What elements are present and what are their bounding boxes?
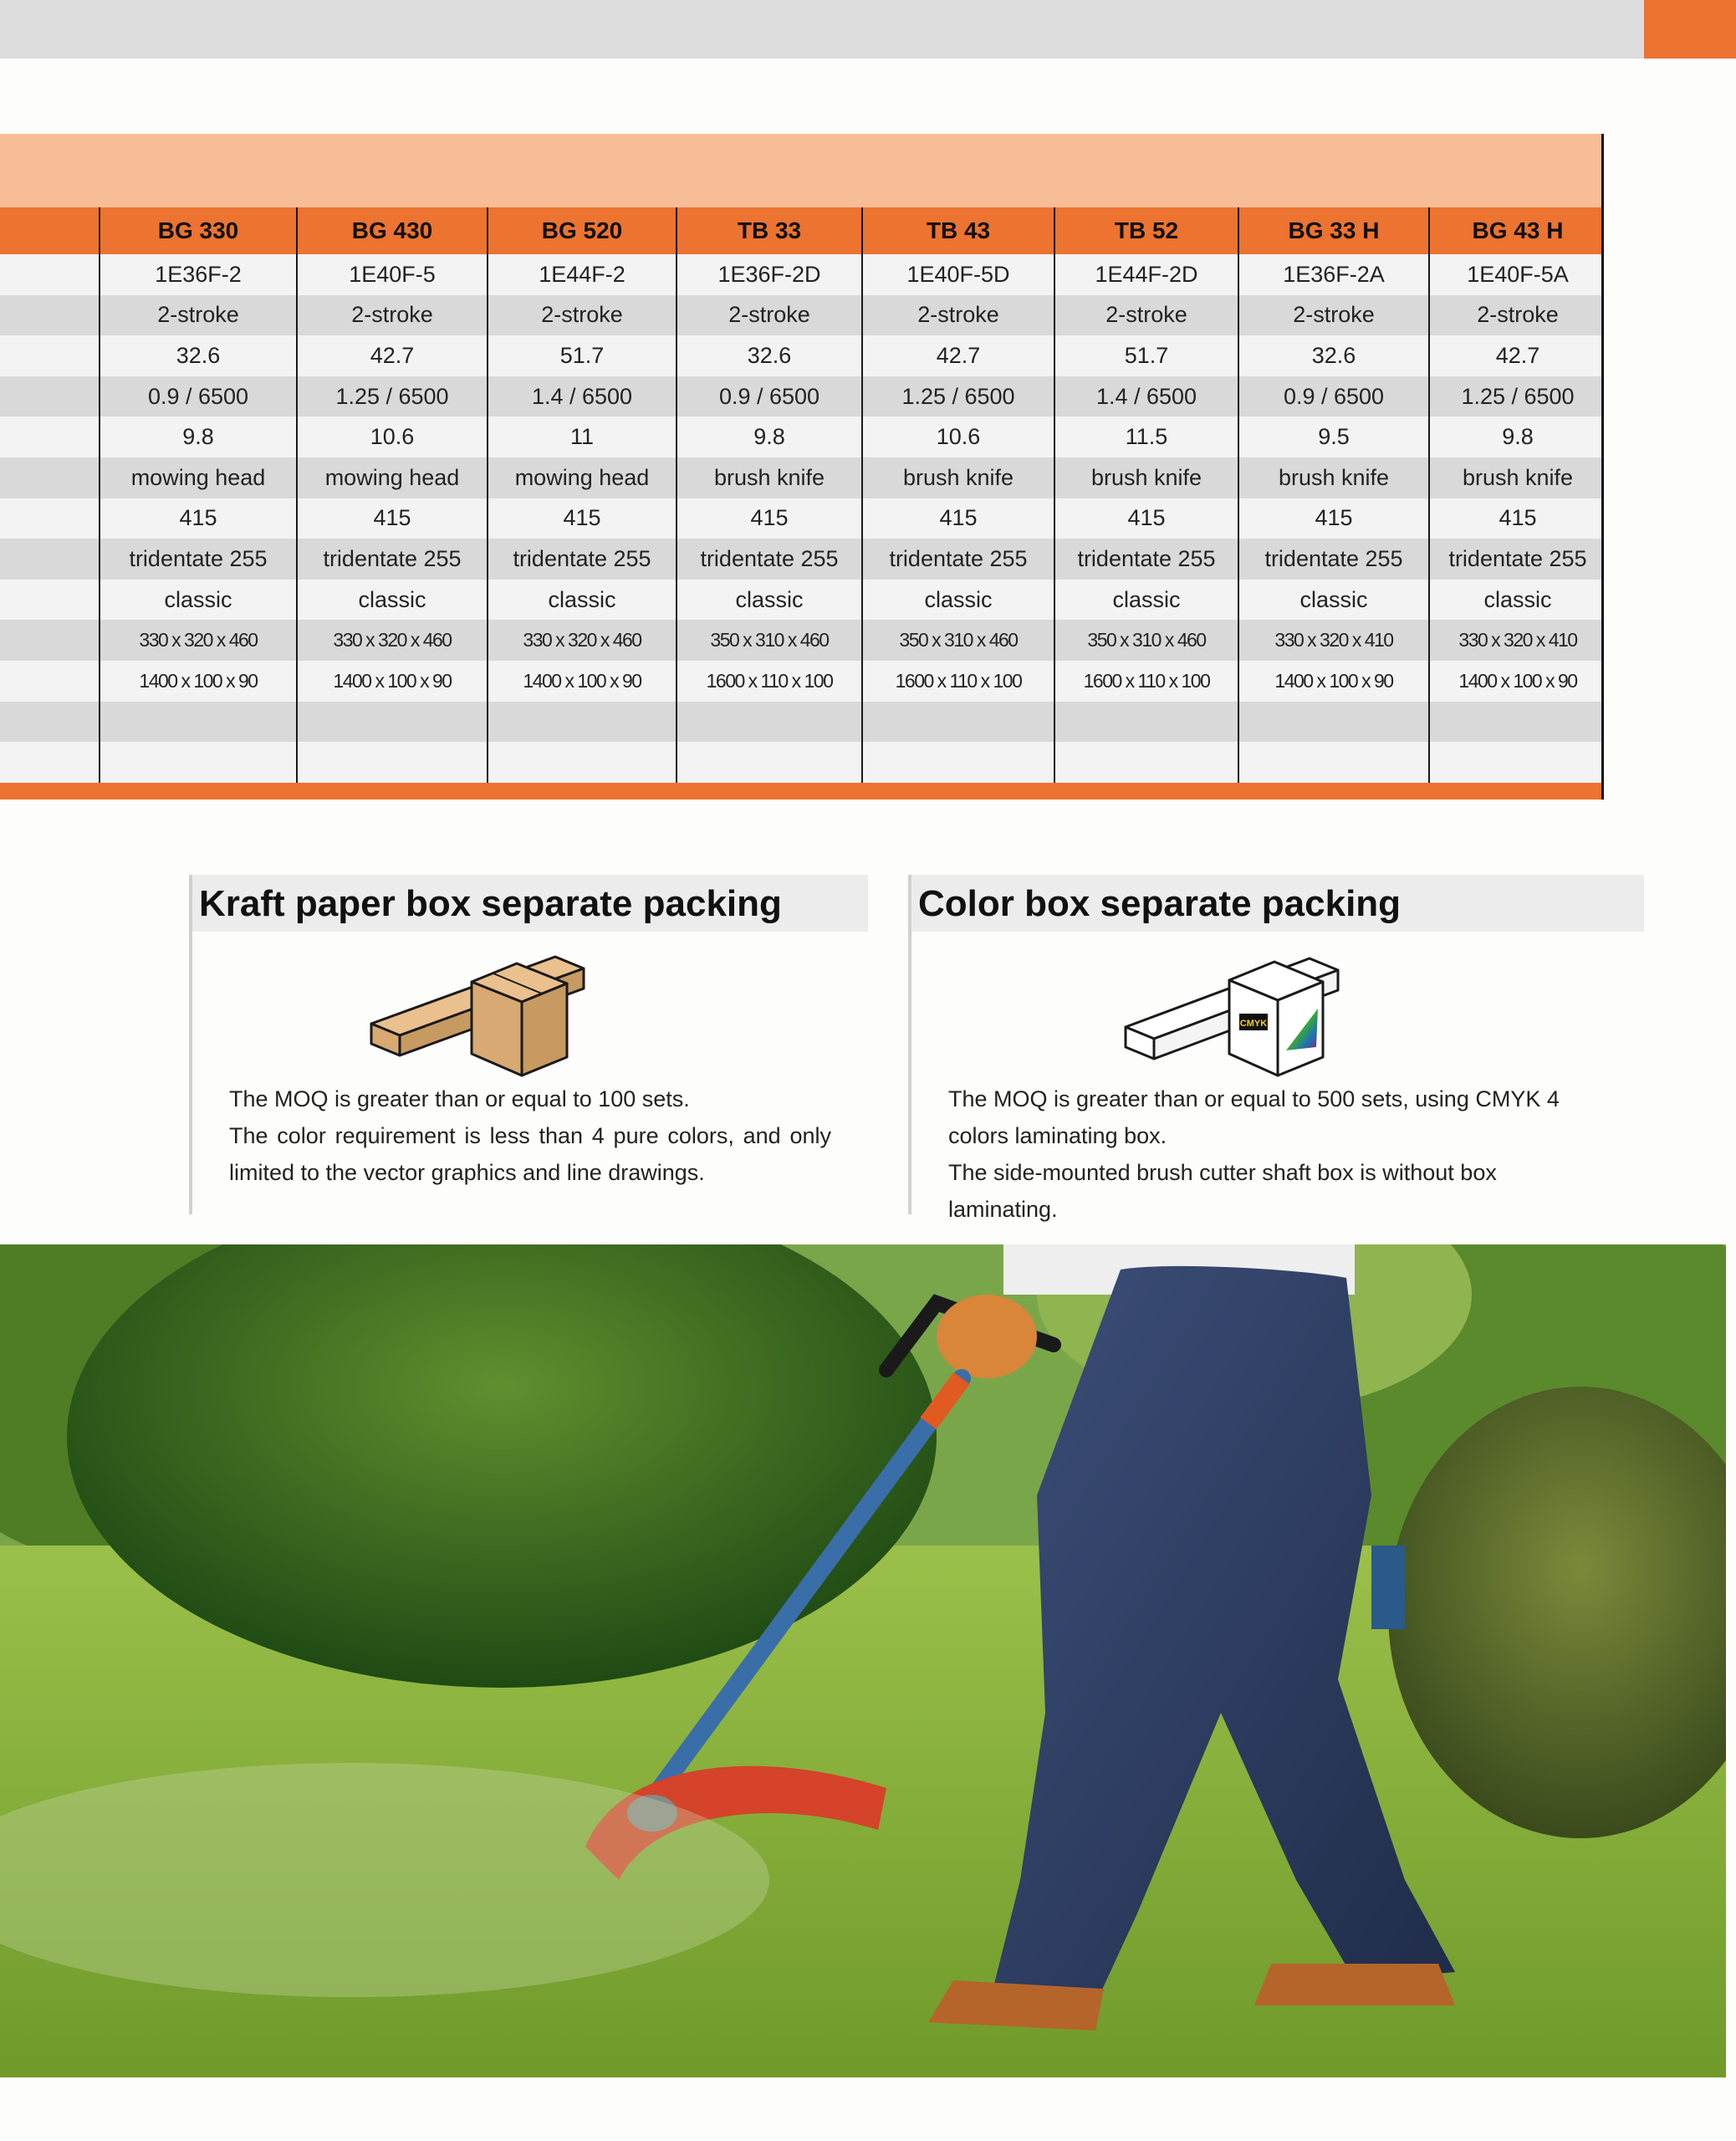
spec-cell: 1E40F-5 [296,254,487,295]
spec-cell: 1400 x 100 x 90 [296,661,487,702]
spec-cell: classic [487,580,676,621]
spec-cell: 1400 x 100 x 90 [487,661,676,702]
spec-cell: 330 x 320 x 410 [1238,620,1428,661]
spec-cell: tridentate 255 [1238,539,1428,580]
spec-cell [1428,742,1606,783]
model-header-cell: TB 43 [861,207,1054,254]
spec-cell: 415 [99,498,296,539]
spec-cell: 415 [861,498,1054,539]
spec-cell: 350 x 310 x 460 [676,620,861,661]
kraft-packing-section [189,875,868,1214]
spec-cell: 42.7 [1428,335,1606,376]
spec-cell: 32.6 [99,335,296,376]
color-packing-text [948,1081,1609,1228]
spec-cell [676,742,861,783]
spec-table-header-row [0,207,1601,254]
spec-cell: 1.25 / 6500 [861,376,1054,417]
model-header-cell: BG 43 H [1428,207,1606,254]
row-label-cell [0,207,99,254]
spec-cell: 2-stroke [99,295,296,336]
spec-cell: 1400 x 100 x 90 [1238,661,1428,702]
spec-cell: 32.6 [1238,335,1428,376]
photo-illustration [0,1244,1726,2077]
kraft-color-line: The color requirement is less than 4 pure colors, and only limited to the vector graphics and line drawings. [229,1123,831,1185]
spec-cell: 415 [1054,498,1238,539]
spec-cell [296,742,487,783]
spec-cell: brush knife [1238,457,1428,498]
spec-cell: 1E44F-2D [1054,254,1238,295]
color-packing-divider [908,875,911,1214]
model-header-cell: BG 520 [487,207,676,254]
spec-table-row [0,416,1601,457]
model-header-cell: TB 33 [676,207,861,254]
spec-table-title-band [0,134,1602,207]
spec-cell [99,702,296,743]
spec-cell: tridentate 255 [487,539,676,580]
spec-cell: 42.7 [861,335,1054,376]
header-band [0,0,1644,59]
spec-cell [99,742,296,783]
spec-cell: 330 x 320 x 410 [1428,620,1606,661]
spec-table-row [0,702,1601,743]
spec-cell: 9.8 [676,416,861,457]
spec-cell: 0.9 / 6500 [99,376,296,417]
spec-cell [487,742,676,783]
spec-table-row [0,376,1601,417]
kraft-packing-divider [189,875,192,1214]
spec-table-row [0,742,1601,783]
spec-cell: 350 x 310 x 460 [1054,620,1238,661]
model-header-cell: BG 33 H [1238,207,1428,254]
spec-cell: mowing head [296,457,487,498]
spec-cell: 11.5 [1054,416,1238,457]
spec-cell: tridentate 255 [99,539,296,580]
spec-cell: 9.8 [1428,416,1606,457]
spec-cell: 2-stroke [1054,295,1238,336]
spec-cell: 330 x 320 x 460 [99,620,296,661]
spec-cell: 415 [296,498,487,539]
spec-table-row [0,661,1601,702]
spec-cell: brush knife [676,457,861,498]
spec-cell [676,702,861,743]
spec-cell: 330 x 320 x 460 [487,620,676,661]
color-shaft-line: The side-mounted brush cutter shaft box is without box laminating. [948,1160,1497,1222]
spec-cell [1054,742,1238,783]
spec-cell: 330 x 320 x 460 [296,620,487,661]
spec-cell: 51.7 [487,335,676,376]
color-moq-line: The MOQ is greater than or equal to 500 sets, using CMYK 4 colors laminating box. [948,1086,1560,1148]
spec-cell: 415 [487,498,676,539]
spec-cell: 1E36F-2 [99,254,296,295]
spec-table-row [0,335,1601,376]
spec-cell: 1E44F-2 [487,254,676,295]
spec-cell: brush knife [1054,457,1238,498]
spec-table [0,134,1604,800]
kraft-moq-line: The MOQ is greater than or equal to 100 sets. [229,1086,690,1111]
model-header-cell: TB 52 [1054,207,1238,254]
spec-cell [1238,742,1428,783]
spec-cell: 1.4 / 6500 [487,376,676,417]
row-label-cell [0,580,99,621]
spec-cell: classic [1054,580,1238,621]
spec-cell: 9.5 [1238,416,1428,457]
spec-cell: 1.25 / 6500 [1428,376,1606,417]
row-label-cell [0,620,99,661]
spec-table-row [0,620,1601,661]
spec-cell: 415 [1428,498,1606,539]
spec-cell: classic [676,580,861,621]
spec-cell: 1E36F-2D [676,254,861,295]
row-label-cell [0,457,99,498]
spec-cell: tridentate 255 [861,539,1054,580]
spec-cell [861,742,1054,783]
spec-cell: classic [99,580,296,621]
spec-table-row [0,295,1601,336]
spec-table-row [0,580,1601,621]
color-packing-title: Color box separate packing [918,883,1402,924]
row-label-cell [0,295,99,336]
spec-table-row [0,457,1601,498]
spec-cell: 32.6 [676,335,861,376]
kraft-packing-title: Kraft paper box separate packing [199,883,782,924]
header-accent-block [1644,0,1736,59]
spec-cell: 2-stroke [296,295,487,336]
spec-cell [861,702,1054,743]
spec-cell: brush knife [1428,457,1606,498]
row-label-cell [0,661,99,702]
spec-table-right-border [1601,134,1604,800]
kraft-packing-text [229,1081,831,1191]
spec-table-rows [0,207,1601,783]
spec-cell: classic [296,580,487,621]
kraft-packing-header [189,875,868,932]
spec-cell: mowing head [99,457,296,498]
row-label-cell [0,416,99,457]
spec-cell: 10.6 [296,416,487,457]
model-header-cell: BG 330 [99,207,296,254]
spec-cell: 0.9 / 6500 [676,376,861,417]
spec-cell: 2-stroke [1428,295,1606,336]
spec-table-row [0,539,1601,580]
brush-cutter-photo [0,1244,1726,2077]
spec-cell: 11 [487,416,676,457]
spec-cell: 51.7 [1054,335,1238,376]
spec-cell: tridentate 255 [676,539,861,580]
spec-cell [1054,702,1238,743]
spec-cell: 9.8 [99,416,296,457]
spec-cell: 1E40F-5A [1428,254,1606,295]
spec-table-bottom-bar [0,783,1601,800]
color-box-icon [1122,933,1448,1084]
spec-cell: tridentate 255 [1054,539,1238,580]
spec-cell: classic [1428,580,1606,621]
spec-cell: tridentate 255 [1428,539,1606,580]
color-packing-section [908,875,1644,1222]
row-label-cell [0,702,99,743]
spec-cell: brush knife [861,457,1054,498]
spec-cell: 1E40F-5D [861,254,1054,295]
spec-cell: tridentate 255 [296,539,487,580]
row-label-cell [0,539,99,580]
spec-table-row [0,254,1601,295]
spec-cell [296,702,487,743]
kraft-box-icon [368,933,694,1084]
spec-cell: classic [1238,580,1428,621]
spec-cell: 415 [676,498,861,539]
spec-cell: 1.4 / 6500 [1054,376,1238,417]
spec-cell: 1600 x 110 x 100 [861,661,1054,702]
spec-cell: 415 [1238,498,1428,539]
spec-table-row [0,498,1601,539]
spec-cell: 1400 x 100 x 90 [99,661,296,702]
spec-cell: 2-stroke [861,295,1054,336]
color-packing-header [908,875,1644,932]
row-label-cell [0,742,99,783]
spec-cell: 350 x 310 x 460 [861,620,1054,661]
spec-cell: classic [861,580,1054,621]
row-label-cell [0,335,99,376]
spec-cell [1238,702,1428,743]
spec-cell: 2-stroke [487,295,676,336]
spec-cell: 1400 x 100 x 90 [1428,661,1606,702]
spec-cell: 2-stroke [676,295,861,336]
model-header-cell: BG 430 [296,207,487,254]
row-label-cell [0,498,99,539]
spec-cell: 0.9 / 6500 [1238,376,1428,417]
spec-cell: 1.25 / 6500 [296,376,487,417]
spec-cell [1428,702,1606,743]
spec-cell: 1600 x 110 x 100 [676,661,861,702]
spec-cell: mowing head [487,457,676,498]
row-label-cell [0,376,99,417]
spec-cell: 42.7 [296,335,487,376]
spec-cell: 1600 x 110 x 100 [1054,661,1238,702]
spec-cell: 1E36F-2A [1238,254,1428,295]
row-label-cell [0,254,99,295]
spec-cell: 2-stroke [1238,295,1428,336]
cmyk-label: CMYK [1239,1019,1268,1029]
spec-cell: 10.6 [861,416,1054,457]
spec-cell [487,702,676,743]
